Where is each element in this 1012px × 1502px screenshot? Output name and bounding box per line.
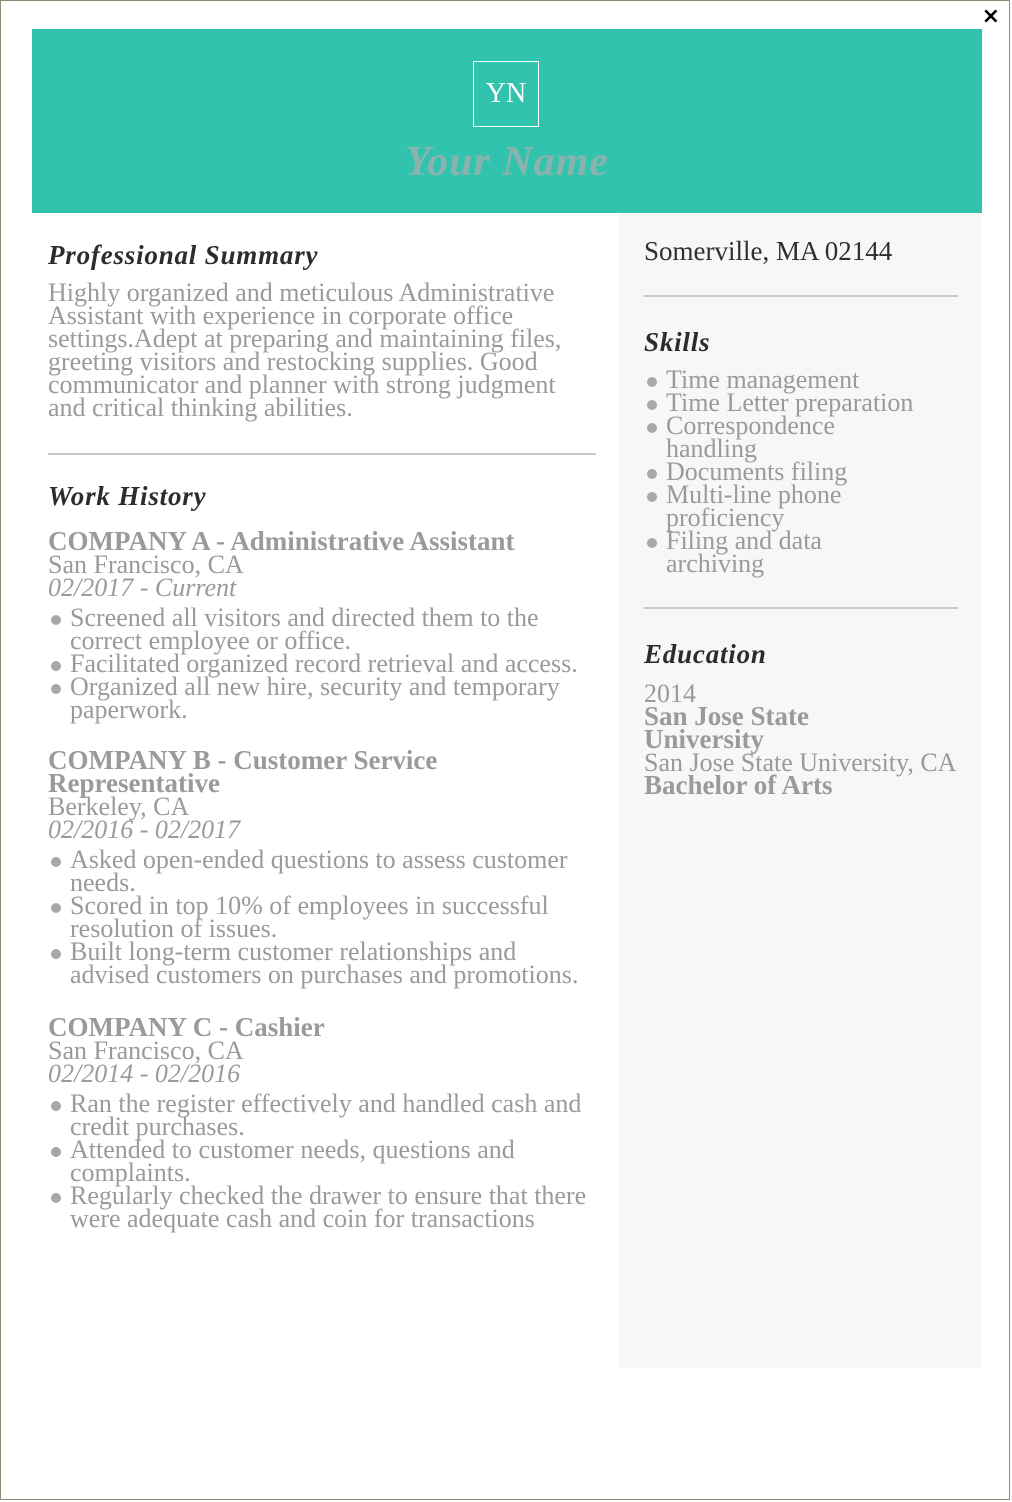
resume-name: Your Name xyxy=(405,139,609,185)
skills-list xyxy=(644,365,960,578)
divider xyxy=(644,607,958,609)
work-history-heading: Work History xyxy=(48,481,207,511)
divider xyxy=(644,295,958,297)
skill-item: Documents filing xyxy=(644,460,960,483)
job-duty: Organized all new hire, security and temporary paperwork. xyxy=(48,675,596,721)
education-degree: Bachelor of Arts xyxy=(644,770,833,800)
job-entry xyxy=(48,745,596,989)
close-icon[interactable]: × xyxy=(981,4,1000,29)
job-entry xyxy=(48,526,596,724)
education-school: San Jose State University xyxy=(644,701,810,754)
job-dates: 02/2016 - 02/2017 xyxy=(48,815,241,844)
job-location: Berkeley, CA xyxy=(48,792,190,821)
skill-item: Multi-line phone proficiency xyxy=(644,483,896,529)
summary-text: Highly organized and meticulous Administrative Assistant with experience in corporate office settings.Adept at preparing and maintaining files, greeting visitors and restocking supplies. Good communicator and planner with strong judgment and critical thinking abilities. xyxy=(48,278,562,422)
skill-item: Filing and data archiving xyxy=(644,529,876,575)
job-duties xyxy=(48,845,588,989)
job-location: San Francisco, CA xyxy=(48,550,244,579)
education-year: 2014 xyxy=(644,679,696,708)
sidebar-column xyxy=(644,236,960,800)
monogram: YN xyxy=(473,61,539,127)
skill-item: Time management xyxy=(644,368,960,391)
job-duty: Asked open-ended questions to assess customer needs. xyxy=(48,848,588,894)
job-duty: Attended to customer needs, questions and complaints. xyxy=(48,1138,596,1184)
job-title: COMPANY C - Cashier xyxy=(48,1012,325,1042)
skill-item: Correspondence handling xyxy=(644,414,876,460)
job-duty: Facilitated organized record retrieval and access. xyxy=(48,652,596,675)
skills-heading: Skills xyxy=(644,327,711,357)
job-dates: 02/2017 - Current xyxy=(48,573,237,602)
job-duty: Scored in top 10% of employees in successful resolution of issues. xyxy=(48,894,588,940)
education-heading: Education xyxy=(644,639,767,669)
education-location: San Jose State University, CA xyxy=(644,748,957,777)
job-location: San Francisco, CA xyxy=(48,1036,244,1065)
summary-heading: Professional Summary xyxy=(48,240,319,270)
contact-address: Somerville, MA 02144 xyxy=(644,236,893,266)
main-column xyxy=(48,240,596,1233)
job-title: COMPANY B - Customer Service Representative xyxy=(48,745,438,798)
skill-item: Time Letter preparation xyxy=(644,391,960,414)
job-entry xyxy=(48,1012,596,1233)
job-duties xyxy=(48,1089,596,1233)
job-duties xyxy=(48,603,596,724)
job-title: COMPANY A - Administrative Assistant xyxy=(48,526,515,556)
job-duty: Screened all visitors and directed them to the correct employee or office. xyxy=(48,606,596,652)
job-dates: 02/2014 - 02/2016 xyxy=(48,1059,241,1088)
job-duty: Ran the register effectively and handled cash and credit purchases. xyxy=(48,1092,596,1138)
job-duty: Built long-term customer relationships and advised customers on purchases and promotions. xyxy=(48,940,588,986)
divider xyxy=(48,453,596,455)
job-duty: Regularly checked the drawer to ensure that there were adequate cash and coin for transactions xyxy=(48,1184,596,1230)
